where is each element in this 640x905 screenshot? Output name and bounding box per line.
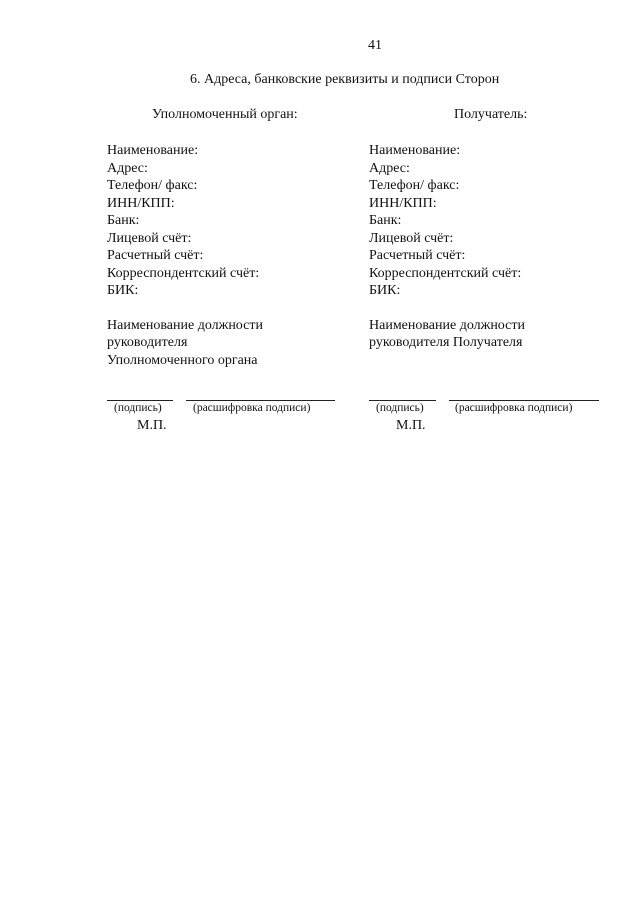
recipient-field-correspondent-account: Корреспондентский счёт: (369, 265, 522, 281)
authority-stamp-place: М.П. (137, 418, 167, 433)
recipient-signature-line (369, 400, 436, 401)
authority-transcript-line (186, 400, 335, 401)
authority-field-address: Адрес: (107, 160, 148, 176)
recipient-field-bik: БИК: (369, 283, 401, 298)
authority-field-correspondent-account: Корреспондентский счёт: (107, 265, 260, 281)
authority-field-inn-kpp: ИНН/КПП: (107, 195, 175, 211)
recipient-stamp-place: М.П. (396, 418, 426, 433)
section-title: 6. Адреса, банковские реквизиты и подписи Сторон (190, 72, 500, 87)
recipient-position-line: Наименование должности (369, 317, 525, 333)
authority-position-line: Уполномоченного органа (107, 352, 258, 368)
authority-position-line: Наименование должности (107, 317, 263, 333)
authority-signature-caption: (подпись) (114, 402, 162, 414)
authority-field-personal-account: Лицевой счёт: (107, 230, 192, 246)
recipient-heading: Получатель: (454, 107, 528, 122)
recipient-field-address: Адрес: (369, 160, 410, 176)
recipient-field-name: Наименование: (369, 143, 461, 158)
recipient-position-line: руководителя Получателя (369, 335, 523, 350)
authority-transcript-caption: (расшифровка подписи) (193, 402, 311, 414)
recipient-details (369, 142, 525, 352)
recipient-field-inn-kpp: ИНН/КПП: (369, 195, 437, 211)
recipient-field-bank: Банк: (369, 213, 402, 228)
recipient-field-phone-fax: Телефон/ факс: (369, 178, 460, 193)
recipient-field-settlement-account: Расчетный счёт: (369, 248, 466, 263)
authority-field-phone-fax: Телефон/ факс: (107, 178, 198, 193)
authority-details (107, 142, 263, 369)
recipient-field-personal-account: Лицевой счёт: (369, 230, 454, 246)
authority-heading: Уполномоченный орган: (152, 107, 298, 122)
page-number: 41 (368, 38, 382, 53)
authority-signature-line (107, 400, 173, 401)
authority-position-line: руководителя (107, 335, 188, 350)
authority-field-name: Наименование: (107, 143, 199, 158)
authority-field-bik: БИК: (107, 283, 139, 298)
recipient-transcript-line (449, 400, 599, 401)
recipient-transcript-caption: (расшифровка подписи) (455, 402, 573, 414)
spacer (107, 300, 263, 317)
spacer (369, 300, 525, 317)
recipient-signature-caption: (подпись) (376, 402, 424, 414)
authority-field-bank: Банк: (107, 213, 140, 228)
authority-field-settlement-account: Расчетный счёт: (107, 248, 204, 263)
